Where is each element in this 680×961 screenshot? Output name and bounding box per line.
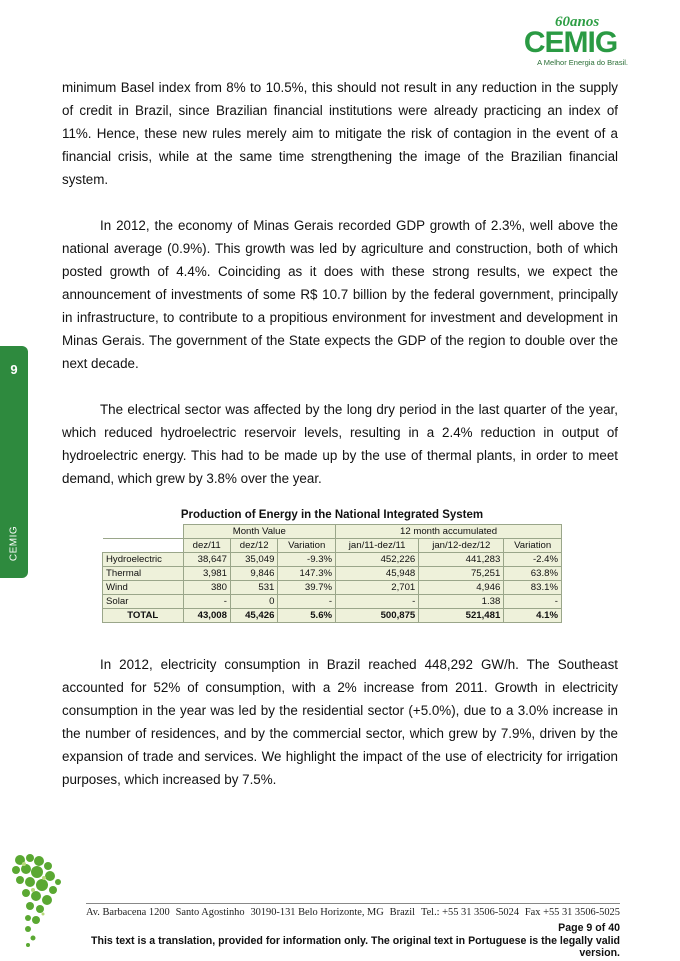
table-cell: 43,008 (183, 609, 230, 623)
document-body (62, 76, 618, 490)
paragraph: minimum Basel index from 8% to 10.5%, this should not result in any reduction in the supply of credit in Brazil, since Brazilian financial institutions were already practicing an index of 11%. Hence, these new rules merely aim to mitigate the risk of contagion in the event of a financial crisis, while at the same time strengthening the image of the Brazilian financial system. (62, 80, 618, 187)
translation-disclaimer: This text is a translation, provided for information only. The original text in Portuguese is the legally valid version. (91, 935, 620, 959)
column-header: Variation (504, 539, 562, 553)
table-cell: 531 (230, 581, 277, 595)
total-label: TOTAL (103, 609, 184, 623)
table-group-header-row (103, 525, 562, 539)
column-header: Variation (278, 539, 336, 553)
page-number: Page 9 of 40 (558, 922, 620, 934)
logo-tagline: A Melhor Energia do Brasil. (537, 58, 628, 67)
table-cell: - (336, 595, 419, 609)
table-cell: 452,226 (336, 553, 419, 567)
table-cell: 380 (183, 581, 230, 595)
anniversary-mark: 60anos (555, 14, 600, 30)
address-country: Brazil (389, 907, 416, 918)
south-america-globe-icon (6, 852, 66, 952)
table-row (103, 553, 562, 567)
address-city: 30190-131 Belo Horizonte, MG (250, 907, 384, 918)
paragraph: The electrical sector was affected by the long dry period in the last quarter of the year, which reduced hydroelectric reservoir levels, resulting in a 2.4% reduction in output of hydroelectric energy. This had to be made up by the use of thermal plants, in order to meet demand, which grew by 3.8% over the year. (62, 402, 618, 486)
document-body-continued (62, 653, 618, 791)
table-cell: 38,647 (183, 553, 230, 567)
table-cell: 9,846 (230, 567, 277, 581)
column-header: dez/12 (230, 539, 277, 553)
column-header: jan/12-dez/12 (419, 539, 504, 553)
table-title: Production of Energy in the National Integrated System (180, 509, 484, 521)
row-label: Solar (103, 595, 184, 609)
table-cell: 4,946 (419, 581, 504, 595)
table-cell: 500,875 (336, 609, 419, 623)
side-tab (0, 346, 28, 578)
footer-address (86, 907, 620, 918)
table-cell: - (504, 595, 562, 609)
table-cell: 83.1% (504, 581, 562, 595)
address-phone: Tel.: +55 31 3506-5024 (420, 907, 520, 918)
table-header-row (103, 539, 562, 553)
footer-divider (86, 903, 620, 904)
side-brand: CEMIG (8, 525, 20, 562)
table-row (103, 581, 562, 595)
table-cell: 45,948 (336, 567, 419, 581)
table-row (103, 595, 562, 609)
side-page-number: 9 (10, 362, 18, 377)
address-street: Av. Barbacena 1200 (86, 907, 170, 918)
table-row (103, 567, 562, 581)
table-cell: - (183, 595, 230, 609)
address-district: Santo Agostinho (175, 907, 245, 918)
table-cell: 147.3% (278, 567, 336, 581)
row-label: Thermal (103, 567, 184, 581)
group-header: Month Value (183, 525, 336, 539)
row-label: Wind (103, 581, 184, 595)
table-cell: 5.6% (278, 609, 336, 623)
table-cell: -2.4% (504, 553, 562, 567)
row-label: Hydroelectric (103, 553, 184, 567)
table-cell: 2,701 (336, 581, 419, 595)
table-corner (103, 525, 184, 539)
logo-wordmark: CEMIG (523, 26, 618, 59)
energy-production-table (102, 509, 562, 623)
table-cell: 4.1% (504, 609, 562, 623)
table-cell: 63.8% (504, 567, 562, 581)
table-cell: 45,426 (230, 609, 277, 623)
table-cell: 521,481 (419, 609, 504, 623)
table-cell: 39.7% (278, 581, 336, 595)
table-corner (103, 539, 184, 553)
column-header: jan/11-dez/11 (336, 539, 419, 553)
table-cell: 3,981 (183, 567, 230, 581)
table-cell: -9.3% (278, 553, 336, 567)
table-cell: 35,049 (230, 553, 277, 567)
table-cell: 75,251 (419, 567, 504, 581)
table-cell: - (278, 595, 336, 609)
address-fax: Fax +55 31 3506-5025 (524, 907, 620, 918)
column-header: dez/11 (183, 539, 230, 553)
paragraph: In 2012, electricity consumption in Brazil reached 448,292 GW/h. The Southeast accounted for 52% of consumption, with a 2% increase from 2011. Growth in electricity consumption in the year was led by the residential sector (+5.0%), due to a 3.0% increase in the number of residences, and by the commercial sector, which grew by 7.9%, driven by the expansion of trade and services. We highlight the impact of the use of electricity for irrigation purposes, which increased by 7.5%. (62, 657, 618, 787)
table-cell: 1.38 (419, 595, 504, 609)
table-cell: 441,283 (419, 553, 504, 567)
cemig-logo (513, 14, 628, 70)
paragraph: In 2012, the economy of Minas Gerais recorded GDP growth of 2.3%, well above the national average (0.9%). This growth was led by agriculture and construction, both of which posted growth of 4.4%. Coinciding as it does with these strong results, we expect the announcement of investments of some R$ 10.7 billion by the federal government, principally in infrastructure, to contribute to a propitious environment for investment and development in Minas Gerais. The government of the State expects the GDP of the region to double over the next decade. (62, 218, 618, 371)
table-cell: 0 (230, 595, 277, 609)
table-total-row (103, 609, 562, 623)
group-header: 12 month accumulated (336, 525, 562, 539)
